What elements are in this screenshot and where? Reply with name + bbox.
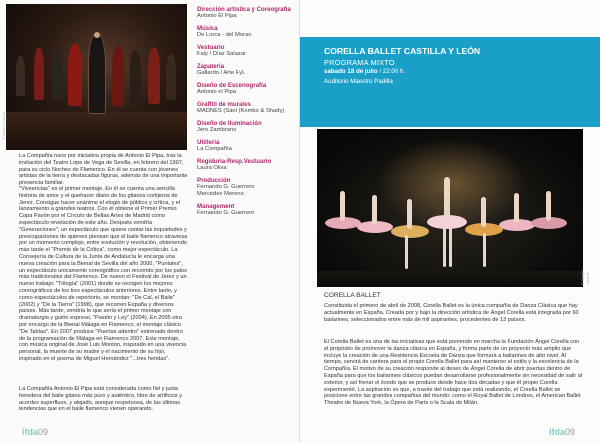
credit-role: Producción: [197, 177, 231, 184]
credit-role: Zapatería: [197, 63, 225, 70]
credit-item: [197, 177, 295, 198]
photo-credit: © Arturo García: [1, 112, 6, 140]
intro-paragraph: La Compañía nace por iniciativa propia de Antonio El Pipa, tras la invitación del Teatro Lope de Vega de Sevilla, en febrero del 1997, para su ciclo Noches de Flamenco. En él se cuenta con jóvenes artistas de la tierra y destacadas figuras, además de una importante presencia familiar.: [19, 153, 188, 187]
event-venue: Auditorio Maestro Padilla: [324, 78, 393, 85]
body-paragraph: Constituida el primero de abril de 2008, Corella Ballet es la única compañía de Danza Clásica que hay actualmente en España. Creada por y bajo la dirección artística de Ángel Corella está integrada por 60 bailarines, seleccionados entre más de mil aspirantes, procedentes de 13 países.: [324, 303, 579, 323]
credit-name: Faly / Díaz Salazar: [197, 51, 246, 57]
credit-name: De Lorca - del Morao: [197, 32, 252, 38]
page-footer: [22, 427, 48, 437]
credit-item: [197, 158, 295, 172]
credit-name: Laura Oliva: [197, 165, 227, 171]
credit-role: Regiduria-Resp.Vestuario: [197, 158, 272, 165]
credit-name: Gallardo / Arte FyL: [197, 70, 246, 76]
credit-item: [197, 44, 295, 58]
page-number: 09: [565, 427, 576, 437]
page-number: 09: [38, 427, 49, 437]
credit-role: Diseño de Escenografía: [197, 82, 267, 89]
credit-item: [197, 139, 295, 153]
credit-item: [197, 203, 295, 217]
event-title: CORELLA BALLET CASTILLA Y LEÓN: [324, 46, 481, 56]
credits-column: [197, 6, 295, 222]
page-footer: [549, 427, 575, 437]
section-label: CORELLA BALLET: [324, 292, 381, 299]
credit-role: Diseño de Iluminación: [197, 120, 262, 127]
credit-role: Vestuario: [197, 44, 225, 51]
photo-credit: © Sergio Giraldo: [580, 269, 590, 285]
credit-item: [197, 25, 295, 39]
event-date-time: / 22:00 h.: [377, 68, 406, 75]
credit-name: MADNES (Sani (Kombo & Shady): [197, 108, 285, 114]
credit-name: Antonio el Pipa: [197, 89, 236, 95]
credit-role: Management: [197, 203, 235, 210]
credit-item: [197, 63, 295, 77]
footer-brand: lfda: [549, 427, 566, 437]
credit-item: [197, 6, 295, 20]
credit-name: La Compañía: [197, 146, 232, 152]
event-date: [324, 68, 405, 75]
credit-name: Antonio El Pipa: [197, 13, 237, 19]
event-subtitle: PROGRAMA MIXTO: [324, 58, 395, 67]
credit-item: [197, 101, 295, 115]
footer-brand: lfda: [22, 427, 39, 437]
credit-role: Dirección artística y Coreografía: [197, 6, 291, 13]
credit-item: [197, 120, 295, 134]
credit-item: [197, 82, 295, 96]
flamenco-photo: [6, 4, 187, 150]
ballet-photo: [317, 129, 583, 287]
credit-role: Música: [197, 25, 218, 32]
credit-name: Jero Zambrano: [197, 127, 237, 133]
credit-role: Graffiti de murales: [197, 101, 251, 108]
body-paragraph: La Compañía Antonio El Pipa está considerada como fiel y justa heredera del baile gitano más puro y auténtico, libre de artificios y acordes superfluos, y alejado, aunque respetuosa, de las últimas tendencias que en el baile flamenco vienen operando.: [19, 386, 182, 413]
credit-role: Utilleria: [197, 139, 220, 146]
body-paragraph: "Viveencias" es el primer montaje. En él se cuenta una sencilla historia de amor y el quehacer diario de los gitanos cortijeros de Jerez. Consigue hacer unánime el elogio de público y crítica, y el lanzamiento a grandes teatros. Con él obtiene el Primer Premio Copa Pavón por el Círculo de Bellas Artes de Madrid como espectáculo revelación de este año. Después vendría "Generaciones", un espectáculo que quiere contar las inquietudes y preocupaciones de quienes piensan que el baile flamenco atraviesa por un momento complejo, entre evolución y revolución, obteniendo más tarde el "Premio de la Crítica", como mejor espectáculo. La Consejería de Cultura de la Junta de Andalucía le encarga una nueva creación para la Bienal de Sevilla del año 2000, "Puntales", un espectáculo unicamente coreográfico con recorrido por los palos más tradicionales del Flamenco. De nuevo el Festival de Jerez y un nuevo trabajo: "Trilogía" (2001) donde se recogen los mejores coreográficos de los tres espectáculos anteriores. Entre tanto, y como espectáculos de repertorio, se montan: "De Cal, el Baile" (2002) y "De la Tierra" (1998), que recorren España y diversos países. Más tarde, vendría lo que sería el primer montaje con dramaturgia y guión expreso, "Pasión y Ley" (2004). En 2005 otra por encargo de la Bienal Málaga en Flamenco, el montaje clásico "De Tablao". En 2007 produce "Puertas adentro" estrenado dentro de la programación de Málaga en Flamenco 2007. Este montaje, con música original de José Luis Monton, inspirado en una vivencia personal, la muerte de su madre y el nacimiento de su hijo, inspirado en el poema de Miguel Hernández "...tres heridas".: [19, 186, 188, 362]
credit-name: Fernando G. Guerrero Mercedes Moreno: [197, 184, 255, 197]
credit-name: Fernando G. Guerrero: [197, 210, 255, 216]
body-paragraph: El Corella Ballet es una de las iniciativas que está poniendo en marcha la Fundación Ángel Corella con el propósito de promover la danza clásica en España, y forma parte de un proyecto más amplio que incluye la creación de una Residencia Escuela de Danza que formará a bailarines de alto nivel. Al tiempo, servirá de cantera para el propio Corella Ballet para así mantener el estilo y la excelencia de la Compañía. El motivo de su creación responde al deseo de Ángel Corella de abrir puertas dentro de España para que los bailarines clásicos puedan desarrollarse profesionalmente sin necesidad de salir al exterior, y así frenar el éxodo que se produce desde hace dos décadas y que él propio Corella experimentó. La aspiración es que, a través del trabajo que está realizando, el Corella Ballet se posicione entre las grandes compañías del mundo: como el Royal Ballet de Londres, el American Ballet Theatre de Nueva York, la Ópera de París o la Scala de Milán.: [324, 339, 583, 407]
event-date-day: sabado 18 de julio: [324, 68, 378, 75]
